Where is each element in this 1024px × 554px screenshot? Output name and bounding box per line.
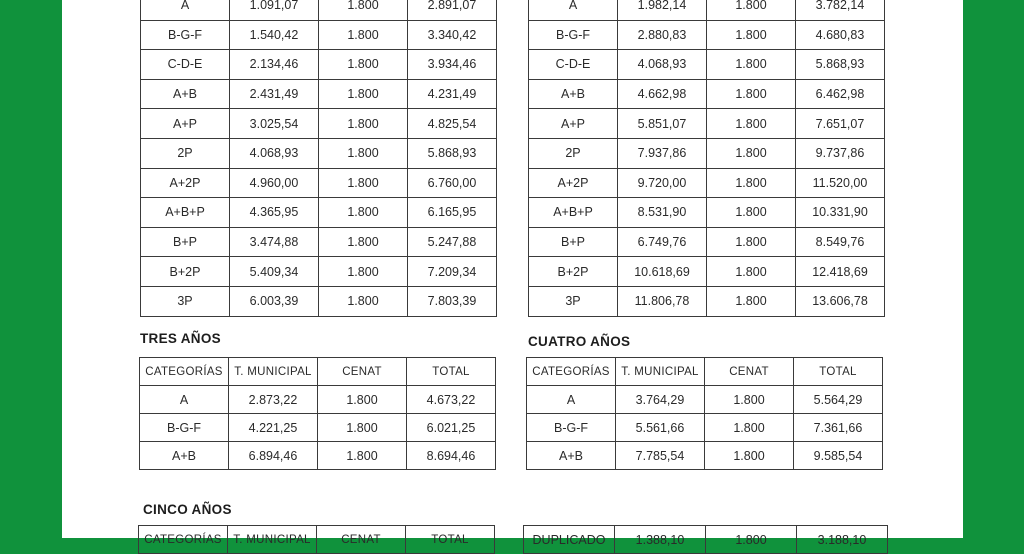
table-row (141, 50, 497, 80)
cell-categoria: B-G-F (140, 414, 229, 442)
cell-total: 7.209,34 (408, 257, 497, 287)
cell-t-municipal: 7.937,86 (618, 138, 707, 168)
table-row (141, 79, 497, 109)
cell-categoria: A+B (527, 442, 616, 470)
cell-total: 10.331,90 (796, 198, 885, 228)
cell-categoria: 3P (529, 286, 618, 316)
cell-categoria: C-D-E (529, 50, 618, 80)
table-row (529, 138, 885, 168)
cell-cenat: 1.800 (319, 286, 408, 316)
cell-categoria: C-D-E (141, 50, 230, 80)
cell-cenat: 1.800 (319, 168, 408, 198)
table-row (141, 257, 497, 287)
cell-t-municipal: 8.531,90 (618, 198, 707, 228)
header-cenat: CENAT (705, 358, 794, 386)
table-row (529, 168, 885, 198)
table-row (140, 442, 496, 470)
cell-categoria: B-G-F (529, 20, 618, 50)
cell-cenat: 1.800 (705, 442, 794, 470)
cell-categoria: B-G-F (527, 414, 616, 442)
cell-cenat: 1.800 (318, 442, 407, 470)
cell-categoria: B+P (529, 227, 618, 257)
cell-cenat: 1.800 (707, 50, 796, 80)
table-row (141, 20, 497, 50)
cell-cenat: 1.800 (707, 286, 796, 316)
table-row (529, 227, 885, 257)
cell-categoria: A (529, 0, 618, 20)
cell-cenat: 1.800 (707, 138, 796, 168)
cell-categoria: A (527, 386, 616, 414)
cell-cenat: 1.800 (707, 257, 796, 287)
cell-categoria: A+P (529, 109, 618, 139)
table-row (141, 286, 497, 316)
cell-categoria: B+P (141, 227, 230, 257)
section-title-cuatro-anos: CUATRO AÑOS (528, 334, 631, 349)
cell-categoria: A (141, 0, 230, 20)
cell-categoria: A+B+P (141, 198, 230, 228)
cell-t-municipal: 2.134,46 (230, 50, 319, 80)
cell-categoria: A+2P (529, 168, 618, 198)
cell-total: 5.564,29 (794, 386, 883, 414)
cell-total: 7.361,66 (794, 414, 883, 442)
cell-t-municipal: 2.431,49 (230, 79, 319, 109)
header-t-municipal: T. MUNICIPAL (229, 358, 318, 386)
table-row (529, 50, 885, 80)
document-sheet (62, 0, 963, 547)
table-header-row (139, 526, 495, 554)
cell-t-municipal: 10.618,69 (618, 257, 707, 287)
table-row (529, 0, 885, 20)
cell-cenat: 1.800 (707, 198, 796, 228)
cuatro-anos-table (526, 357, 883, 470)
table-row (141, 227, 497, 257)
cell-total: 6.021,25 (407, 414, 496, 442)
cell-total: 13.606,78 (796, 286, 885, 316)
cell-categoria: A+B (529, 79, 618, 109)
cell-categoria: A+B (140, 442, 229, 470)
cell-categoria: A+2P (141, 168, 230, 198)
cell-categoria: B-G-F (141, 20, 230, 50)
cell-cenat: 1.800 (706, 526, 797, 554)
cell-cenat: 1.800 (318, 414, 407, 442)
cell-duplicado-label: DUPLICADO (524, 526, 615, 554)
table-row (141, 198, 497, 228)
table-row (529, 286, 885, 316)
cell-total: 11.520,00 (796, 168, 885, 198)
cell-categoria: B+2P (529, 257, 618, 287)
upper-left-fee-table (140, 0, 497, 317)
cell-t-municipal: 6.003,39 (230, 286, 319, 316)
cell-t-municipal: 2.880,83 (618, 20, 707, 50)
cell-cenat: 1.800 (319, 0, 408, 20)
cell-total: 3.188,10 (797, 526, 888, 554)
table-row (140, 414, 496, 442)
cell-t-municipal: 1.388,10 (615, 526, 706, 554)
cell-cenat: 1.800 (319, 50, 408, 80)
header-cenat: CENAT (318, 358, 407, 386)
cell-total: 3.934,46 (408, 50, 497, 80)
cell-total: 4.825,54 (408, 109, 497, 139)
cell-t-municipal: 6.749,76 (618, 227, 707, 257)
header-t-municipal: T. MUNICIPAL (616, 358, 705, 386)
cell-total: 6.760,00 (408, 168, 497, 198)
header-categorias: CATEGORÍAS (527, 358, 616, 386)
section-title-cinco-anos: CINCO AÑOS (143, 502, 232, 517)
cell-total: 6.165,95 (408, 198, 497, 228)
cell-t-municipal: 9.720,00 (618, 168, 707, 198)
cell-total: 5.247,88 (408, 227, 497, 257)
duplicado-table (523, 525, 888, 554)
table-row (140, 386, 496, 414)
cell-categoria: 3P (141, 286, 230, 316)
cell-categoria: A+B+P (529, 198, 618, 228)
cell-cenat: 1.800 (318, 386, 407, 414)
cell-total: 5.868,93 (408, 138, 497, 168)
cell-total: 5.868,93 (796, 50, 885, 80)
cell-t-municipal: 7.785,54 (616, 442, 705, 470)
table-row (524, 526, 888, 554)
cell-total: 12.418,69 (796, 257, 885, 287)
table-header-row (140, 358, 496, 386)
table-row (529, 257, 885, 287)
cell-t-municipal: 2.873,22 (229, 386, 318, 414)
cell-categoria: 2P (141, 138, 230, 168)
cell-t-municipal: 3.764,29 (616, 386, 705, 414)
cell-cenat: 1.800 (707, 20, 796, 50)
cell-total: 9.585,54 (794, 442, 883, 470)
cell-cenat: 1.800 (319, 257, 408, 287)
cell-cenat: 1.800 (705, 386, 794, 414)
cell-cenat: 1.800 (319, 138, 408, 168)
table-row (529, 198, 885, 228)
cell-total: 2.891,07 (408, 0, 497, 20)
cell-cenat: 1.800 (707, 109, 796, 139)
cell-total: 4.680,83 (796, 20, 885, 50)
header-categorias: CATEGORÍAS (139, 526, 228, 554)
cell-t-municipal: 3.025,54 (230, 109, 319, 139)
table-row (141, 0, 497, 20)
cell-categoria: A+B (141, 79, 230, 109)
upper-right-fee-table (528, 0, 885, 317)
cell-t-municipal: 6.894,46 (229, 442, 318, 470)
cell-t-municipal: 4.221,25 (229, 414, 318, 442)
cell-cenat: 1.800 (319, 227, 408, 257)
table-row (141, 109, 497, 139)
table-row (529, 79, 885, 109)
header-cenat: CENAT (317, 526, 406, 554)
table-row (527, 442, 883, 470)
cell-total: 8.694,46 (407, 442, 496, 470)
cell-total: 7.803,39 (408, 286, 497, 316)
table-row (529, 20, 885, 50)
cell-total: 4.231,49 (408, 79, 497, 109)
cell-cenat: 1.800 (707, 0, 796, 20)
cell-cenat: 1.800 (319, 198, 408, 228)
cell-t-municipal: 11.806,78 (618, 286, 707, 316)
header-total: TOTAL (794, 358, 883, 386)
cell-t-municipal: 1.091,07 (230, 0, 319, 20)
cell-total: 8.549,76 (796, 227, 885, 257)
cell-t-municipal: 1.982,14 (618, 0, 707, 20)
cell-t-municipal: 1.540,42 (230, 20, 319, 50)
header-categorias: CATEGORÍAS (140, 358, 229, 386)
cell-cenat: 1.800 (705, 414, 794, 442)
cell-t-municipal: 4.662,98 (618, 79, 707, 109)
cell-t-municipal: 4.365,95 (230, 198, 319, 228)
cell-t-municipal: 5.561,66 (616, 414, 705, 442)
cell-cenat: 1.800 (707, 227, 796, 257)
cell-t-municipal: 5.409,34 (230, 257, 319, 287)
table-row (527, 414, 883, 442)
cell-t-municipal: 5.851,07 (618, 109, 707, 139)
cell-total: 3.782,14 (796, 0, 885, 20)
table-row (141, 138, 497, 168)
tres-anos-table (139, 357, 496, 470)
cell-t-municipal: 4.068,93 (618, 50, 707, 80)
cell-categoria: 2P (529, 138, 618, 168)
cell-cenat: 1.800 (319, 109, 408, 139)
header-total: TOTAL (406, 526, 495, 554)
cell-cenat: 1.800 (707, 168, 796, 198)
cell-total: 7.651,07 (796, 109, 885, 139)
cell-t-municipal: 4.960,00 (230, 168, 319, 198)
cinco-anos-table (138, 525, 495, 554)
header-total: TOTAL (407, 358, 496, 386)
cell-total: 4.673,22 (407, 386, 496, 414)
table-row (527, 386, 883, 414)
table-row (529, 109, 885, 139)
cell-t-municipal: 4.068,93 (230, 138, 319, 168)
section-title-tres-anos: TRES AÑOS (140, 331, 221, 346)
cell-total: 6.462,98 (796, 79, 885, 109)
cell-categoria: A+P (141, 109, 230, 139)
table-row (141, 168, 497, 198)
cell-cenat: 1.800 (319, 20, 408, 50)
cell-categoria: B+2P (141, 257, 230, 287)
cell-total: 3.340,42 (408, 20, 497, 50)
cell-total: 9.737,86 (796, 138, 885, 168)
cell-categoria: A (140, 386, 229, 414)
cell-t-municipal: 3.474,88 (230, 227, 319, 257)
header-t-municipal: T. MUNICIPAL (228, 526, 317, 554)
table-header-row (527, 358, 883, 386)
cell-cenat: 1.800 (319, 79, 408, 109)
cell-cenat: 1.800 (707, 79, 796, 109)
